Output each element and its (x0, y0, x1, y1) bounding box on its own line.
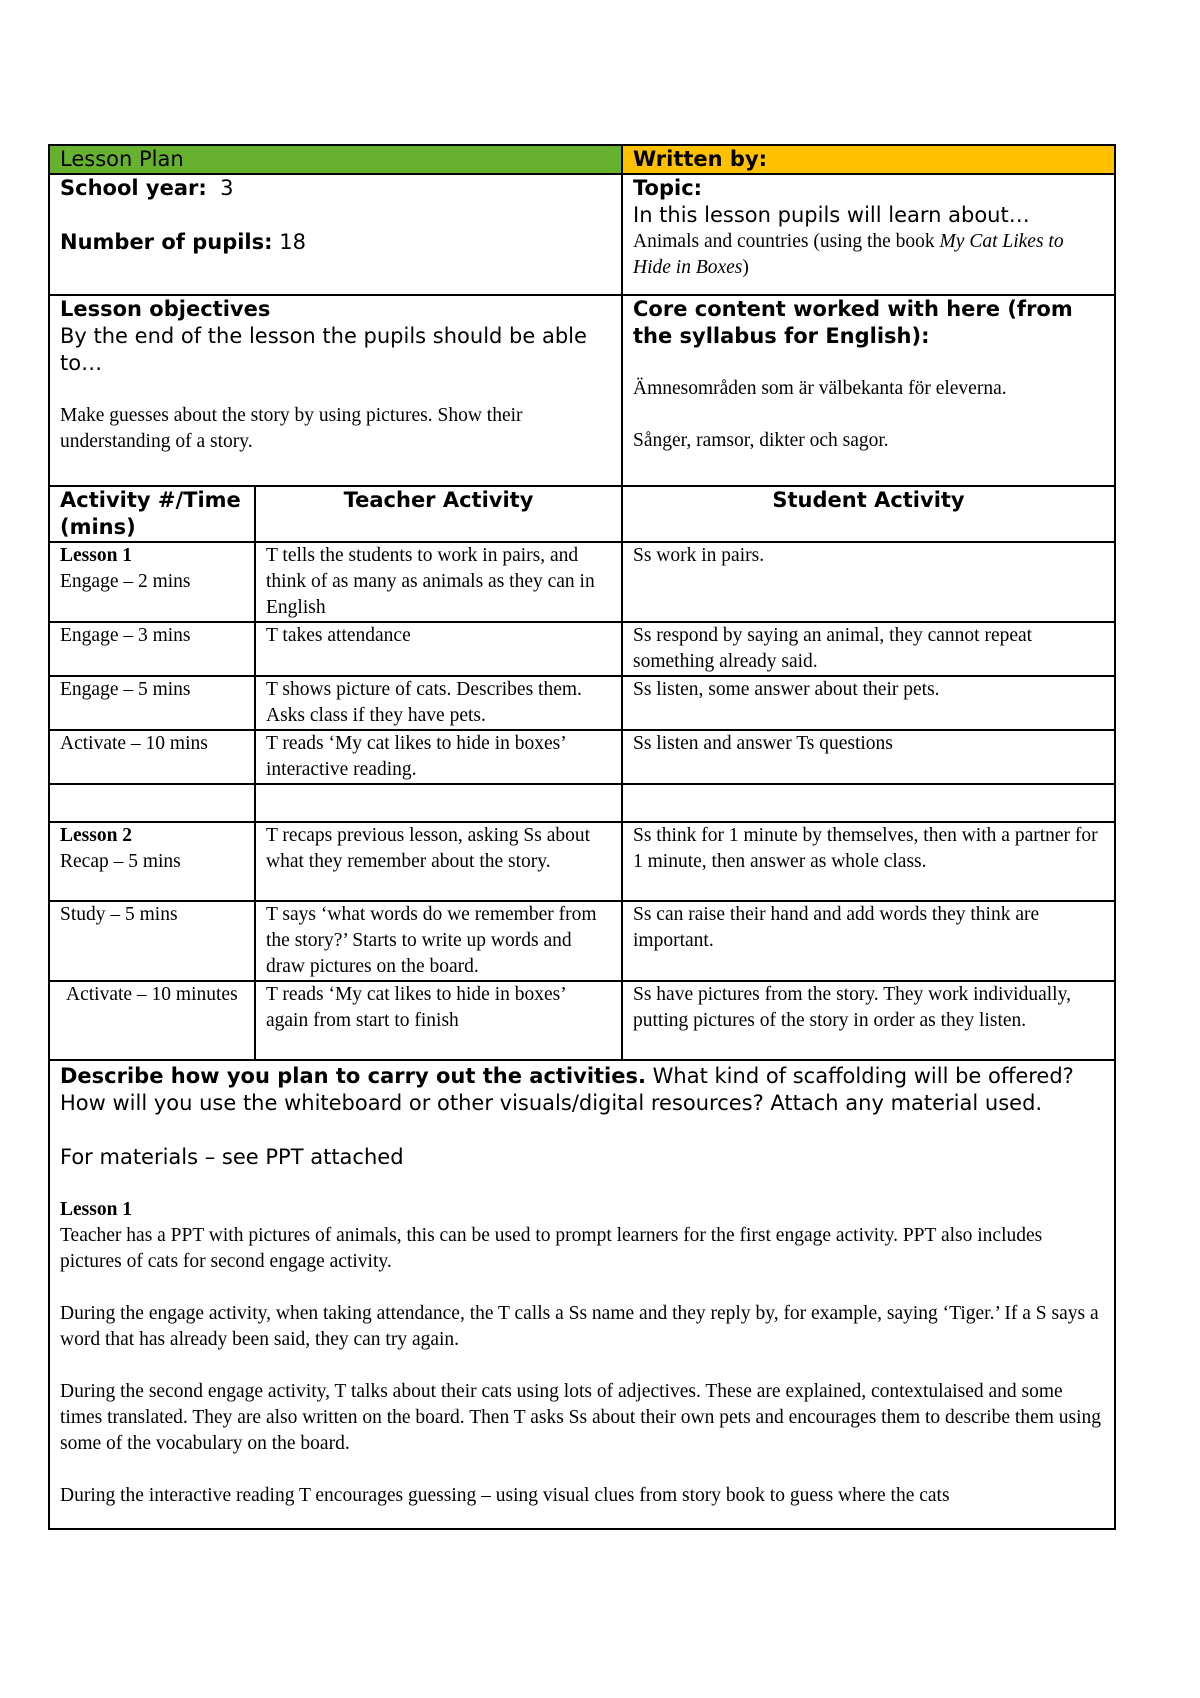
table-row (49, 730, 1115, 784)
topic-intro: In this lesson pupils will learn about… (633, 203, 1030, 227)
materials-note: For materials – see PPT attached (60, 1145, 404, 1169)
pupils-value: 18 (279, 230, 306, 254)
lesson1-label: Lesson 1 (60, 1199, 133, 1220)
table-row (49, 981, 1115, 1060)
describe-paragraph-4: During the interactive reading T encourages guessing – using visual clues from story book to guess where the cats (60, 1485, 950, 1506)
teacher-activity-cell: T reads ‘My cat likes to hide in boxes’ interactive reading. (255, 730, 622, 784)
book-title: My Cat Likes to Hide in Boxes (633, 231, 1064, 278)
activity-time-cell: Engage – 5 mins (49, 676, 255, 730)
table-row-empty (49, 784, 1115, 822)
student-activity-cell: Ss respond by saying an animal, they cannot repeat something already said. (622, 622, 1115, 676)
student-activity-cell: Ss have pictures from the story. They work individually, putting pictures of the story in order as they listen. (622, 981, 1115, 1060)
activity-time-header: Activity #/Time (mins) (49, 486, 255, 542)
activity-time-cell: Activate – 10 mins (49, 730, 255, 784)
activity-time-cell: Engage – 3 mins (49, 622, 255, 676)
teacher-activity-cell: T tells the students to work in pairs, and think of as many as animals as they can in English (255, 542, 622, 622)
table-row (49, 676, 1115, 730)
objectives-intro: By the end of the lesson the pupils should be able to… (60, 324, 587, 375)
activity-time: Engage – 2 mins (60, 571, 191, 592)
school-info-cell (49, 174, 622, 295)
core-content-line-2: Sånger, ramsor, dikter och sagor. (633, 430, 889, 451)
student-activity-header: Student Activity (622, 486, 1115, 542)
student-activity-cell: Ss think for 1 minute by themselves, then with a partner for 1 minute, then answer as whole class. (622, 822, 1115, 901)
activity-time: Recap – 5 mins (60, 851, 181, 872)
describe-prompt (60, 1063, 1104, 1117)
describe-question: What kind of scaffolding will be offered? How will you use the whiteboard or other visuals/digital resources? Attach any material used. (60, 1064, 1074, 1115)
topic-label: Topic: (633, 176, 703, 200)
objectives-text: Make guesses about the story by using pictures. Show their understanding of a story. (60, 405, 523, 452)
lesson-label: Lesson 2 (60, 825, 133, 846)
lesson-label: Lesson 1 (60, 545, 133, 566)
activity-time-cell (49, 784, 255, 822)
topic-text: Animals and countries (using the book My Cat Likes to Hide in Boxes) (633, 231, 1064, 278)
describe-paragraph-2: During the engage activity, when taking attendance, the T calls a Ss name and they reply by, for example, saying ‘Tiger.’ If a S says a word that has already been said, they can try again. (60, 1303, 1099, 1350)
teacher-activity-cell (255, 784, 622, 822)
student-activity-cell: Ss can raise their hand and add words they think are important. (622, 901, 1115, 981)
activity-time-cell (49, 822, 255, 901)
table-row (49, 622, 1115, 676)
activity-time-cell (49, 542, 255, 622)
describe-row (49, 1060, 1115, 1529)
table-row (49, 822, 1115, 901)
school-year-value: 3 (220, 176, 234, 200)
school-year-label: School year: (60, 176, 207, 200)
teacher-activity-cell: T takes attendance (255, 622, 622, 676)
student-activity-cell: Ss listen, some answer about their pets. (622, 676, 1115, 730)
objectives-cell (49, 295, 622, 486)
topic-cell (622, 174, 1115, 295)
teacher-activity-cell: T recaps previous lesson, asking Ss about what they remember about the story. (255, 822, 622, 901)
pupils-label: Number of pupils: (60, 230, 273, 254)
objectives-row (49, 295, 1115, 486)
table-row (49, 901, 1115, 981)
teacher-activity-cell: T shows picture of cats. Describes them. Asks class if they have pets. (255, 676, 622, 730)
lesson-plan-table (48, 144, 1116, 1530)
teacher-activity-cell: T reads ‘My cat likes to hide in boxes’ again from start to finish (255, 981, 622, 1060)
core-content-label: Core content worked with here (from the syllabus for English): (633, 297, 1073, 348)
describe-paragraph-3: During the second engage activity, T talks about their cats using lots of adjectives. These are explained, contextulaised and some times translated. They are also written on the board. Then T asks Ss about their own pets and encourages them to describe them using some of the vocabulary on the board. (60, 1381, 1102, 1454)
describe-lead: Describe how you plan to carry out the activities. (60, 1064, 646, 1088)
written-by-header: Written by: (622, 145, 1115, 174)
header-row (49, 145, 1115, 174)
teacher-activity-header: Teacher Activity (255, 486, 622, 542)
student-activity-cell: Ss work in pairs. (622, 542, 1115, 622)
core-content-line-1: Ämnesområden som är välbekanta för eleverna. (633, 378, 1007, 399)
activity-header-row (49, 486, 1115, 542)
student-activity-cell (622, 784, 1115, 822)
activity-time-cell: Activate – 10 minutes (49, 981, 255, 1060)
table-row (49, 542, 1115, 622)
teacher-activity-cell: T says ‘what words do we remember from the story?’ Starts to write up words and draw pictures on the board. (255, 901, 622, 981)
lesson-plan-header: Lesson Plan (49, 145, 622, 174)
describe-cell (49, 1060, 1115, 1529)
student-activity-cell: Ss listen and answer Ts questions (622, 730, 1115, 784)
objectives-label: Lesson objectives (60, 297, 271, 321)
core-content-cell (622, 295, 1115, 486)
describe-paragraph-1: Teacher has a PPT with pictures of animals, this can be used to prompt learners for the first engage activity. PPT also includes pictures of cats for second engage activity. (60, 1225, 1043, 1272)
activity-time-cell: Study – 5 mins (49, 901, 255, 981)
info-row (49, 174, 1115, 295)
